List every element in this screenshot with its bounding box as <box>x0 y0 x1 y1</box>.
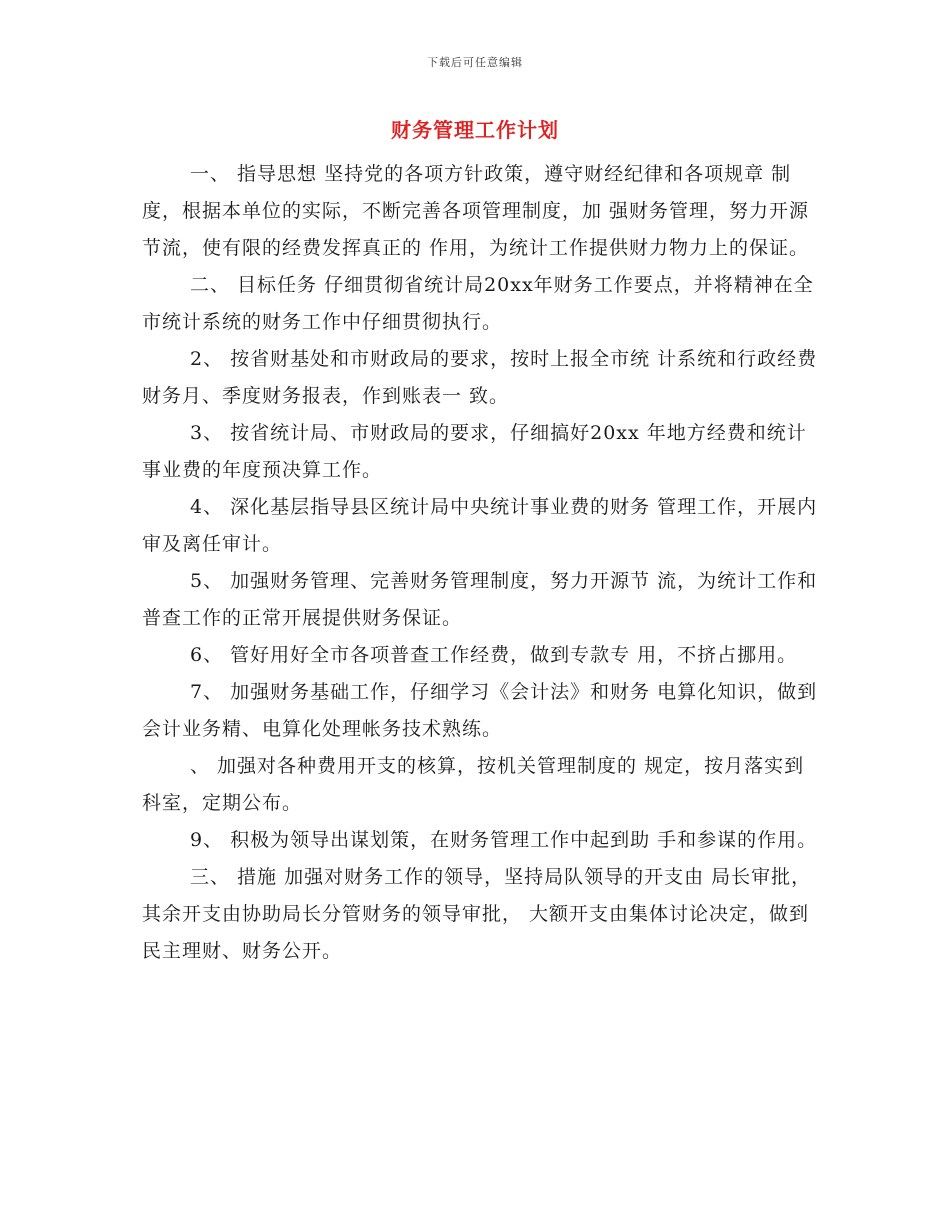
document-body <box>142 156 822 970</box>
document-title: 财务管理工作计划 <box>391 118 559 142</box>
paragraph-item-6: 6、 管好用好全市各项普查工作经费，做到专款专 用，不挤占挪用。 <box>190 644 798 666</box>
paragraph-measures: 三、 措施 加强对财务工作的领导，坚持局队领导的开支由 局长审批，其余开支由协助局长分管财务的领导审批， 大额开支由集体讨论决定，做到民主理财、财务公开。 <box>142 866 812 962</box>
paragraph-item-2: 2、 按省财基处和市财政局的要求，按时上报全市统 计系统和行政经费财务月、季度财务报表，作到账表一 致。 <box>142 348 818 407</box>
header-note: 下载后可任意编辑 <box>427 56 523 69</box>
paragraph-item-8: 、 加强对各种费用开支的核算，按机关管理制度的 规定，按月落实到科室，定期公布。 <box>142 755 805 814</box>
paragraph-item-4: 4、 深化基层指导县区统计局中央统计事业费的财务 管理工作，开展内审及离任审计。 <box>142 496 818 555</box>
paragraph-objectives: 二、 目标任务 仔细贯彻省统计局20xx年财务工作要点，并将精神在全市统计系统的财务工作中仔细贯彻执行。 <box>142 274 814 333</box>
paragraph-item-5: 5、 加强财务管理、完善财务管理制度，努力开源节 流，为统计工作和普查工作的正常开展提供财务保证。 <box>142 570 818 629</box>
paragraph-item-3: 3、 按省统计局、市财政局的要求，仔细搞好20xx 年地方经费和统计事业费的年度预决算工作。 <box>142 422 807 481</box>
paragraph-guiding-ideology: 一、 指导思想 坚持党的各项方针政策，遵守财经纪律和各项规章 制度，根据本单位的实际，不断完善各项管理制度，加 强财务管理，努力开源节流，使有限的经费发挥真正的 作用，为统计工作提供财力物力上的保证。 <box>142 163 810 259</box>
paragraph-item-9: 9、 积极为领导出谋划策，在财务管理工作中起到助 手和参谋的作用。 <box>190 829 818 851</box>
paragraph-item-7: 7、 加强财务基础工作，仔细学习《会计法》和财务 电算化知识，做到会计业务精、电算化处理帐务技术熟练。 <box>142 681 818 740</box>
